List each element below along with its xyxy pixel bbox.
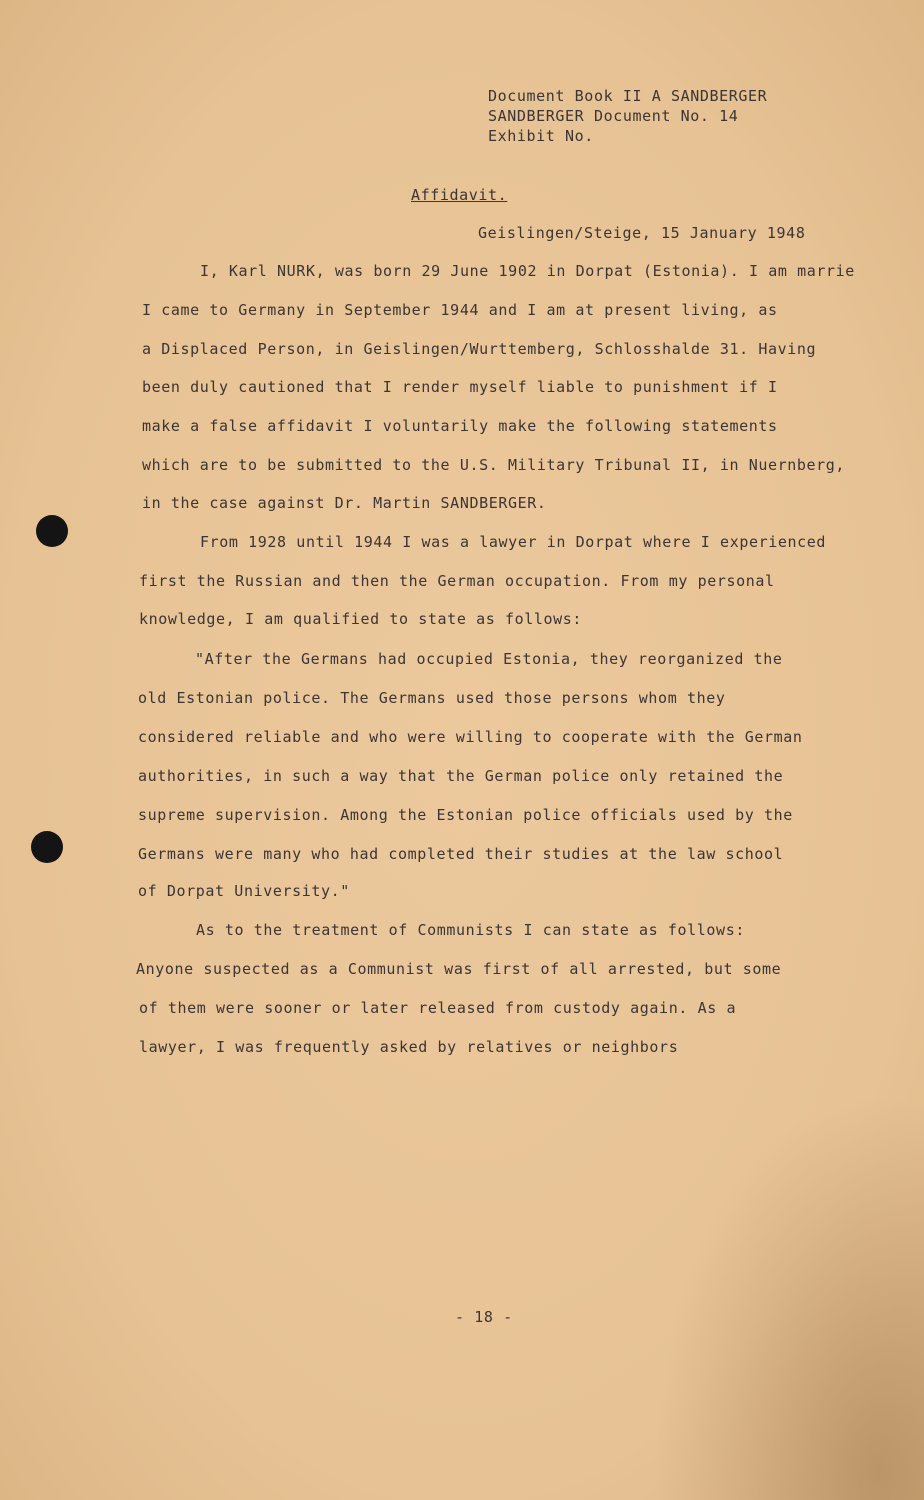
body-line: I came to Germany in September 1944 and I am at present living, as <box>142 301 778 319</box>
document-number-label: SANDBERGER Document No. 14 <box>488 107 739 125</box>
page-number: - 18 - <box>455 1308 513 1326</box>
body-line: a Displaced Person, in Geislingen/Wurttemberg, Schlosshalde 31. Having <box>142 340 817 358</box>
body-line: authorities, in such a way that the German police only retained the <box>138 767 784 785</box>
body-line: been duly cautioned that I render myself liable to punishment if I <box>142 378 778 396</box>
punch-hole-top <box>36 515 68 547</box>
body-line: Anyone suspected as a Communist was first of all arrested, but some <box>136 960 782 978</box>
body-line: make a false affidavit I voluntarily make the following statements <box>142 417 778 435</box>
body-line: which are to be submitted to the U.S. Military Tribunal II, in Nuernberg, <box>142 456 846 474</box>
body-line: of them were sooner or later released from custody again. As a <box>139 999 737 1017</box>
exhibit-number-label: Exhibit No. <box>488 127 594 145</box>
body-line: in the case against Dr. Martin SANDBERGER. <box>142 494 547 512</box>
place-date-line: Geislingen/Steige, 15 January 1948 <box>478 224 806 242</box>
body-line: Germans were many who had completed their studies at the law school <box>138 845 784 863</box>
document-title: Affidavit. <box>411 186 508 204</box>
body-line: knowledge, I am qualified to state as follows: <box>139 610 583 628</box>
body-line: first the Russian and then the German occupation. From my personal <box>139 572 775 590</box>
body-line: supreme supervision. Among the Estonian police officials used by the <box>138 806 793 824</box>
body-line: of Dorpat University." <box>138 882 350 900</box>
document-book-label: Document Book II A SANDBERGER <box>488 87 768 105</box>
body-line: considered reliable and who were willing to cooperate with the German <box>138 728 803 746</box>
body-line: As to the treatment of Communists I can state as follows: <box>196 921 745 939</box>
body-line: old Estonian police. The Germans used those persons whom they <box>138 689 726 707</box>
body-line: I, Karl NURK, was born 29 June 1902 in Dorpat (Estonia). I am marrie <box>200 262 855 280</box>
body-line: From 1928 until 1944 I was a lawyer in Dorpat where I experienced <box>200 533 826 551</box>
body-line: lawyer, I was frequently asked by relatives or neighbors <box>139 1038 679 1056</box>
punch-hole-bottom <box>31 831 63 863</box>
body-line: "After the Germans had occupied Estonia, they reorganized the <box>195 650 783 668</box>
